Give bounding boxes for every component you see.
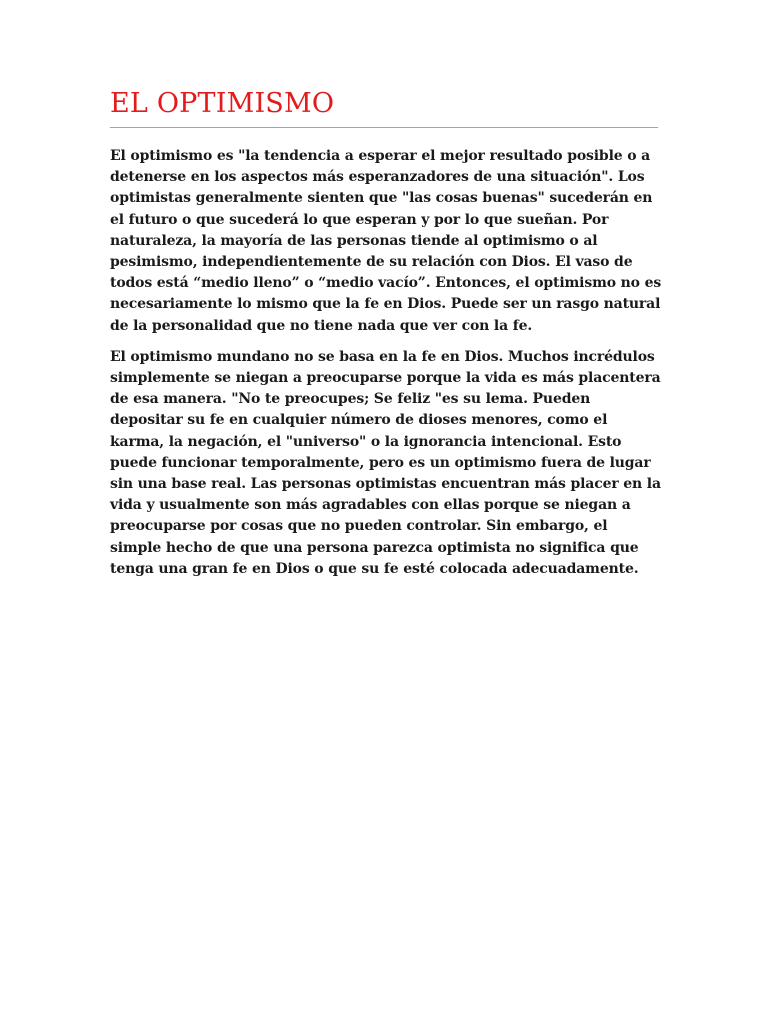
document-body [110, 146, 662, 590]
paragraph-2: El optimismo mundano no se basa en la fe en Dios. Muchos incrédulos simplemente se niegan a preocuparse porque la vida es más placentera de esa manera. "No te preocupes; Se feliz "es su lema. Pueden depositar su fe en cualquier número de dioses menores, como el karma, la negación, el "universo" o la ignorancia intencional. Esto puede funcionar temporalmente, pero es un optimismo fuera de lugar sin una base real. Las personas optimistas encuentran más placer en la vida y usualmente son más agradables con ellas porque se niegan a preocuparse por cosas que no pueden controlar. Sin embargo, el simple hecho de que una persona parezca optimista no significa que tenga una gran fe en Dios o que su fe esté colocada adecuadamente. [110, 348, 661, 577]
page-title: EL OPTIMISMO [110, 88, 335, 119]
paragraph-1: El optimismo es "la tendencia a esperar el mejor resultado posible o a detenerse en los aspectos más esperanzadores de una situación". Los optimistas generalmente sienten que "las cosas buenas" sucederán en el futuro o que sucederá lo que esperan y por lo que sueñan. Por naturaleza, la mayoría de las personas tiende al optimismo o al pesimismo, independientemente de su relación con Dios. El vaso de todos está “medio lleno” o “medio vacío”. Entonces, el optimismo no es necesariamente lo mismo que la fe en Dios. Puede ser un rasgo natural de la personalidad que no tiene nada que ver con la fe. [110, 148, 662, 334]
title-underline-divider [110, 127, 658, 128]
